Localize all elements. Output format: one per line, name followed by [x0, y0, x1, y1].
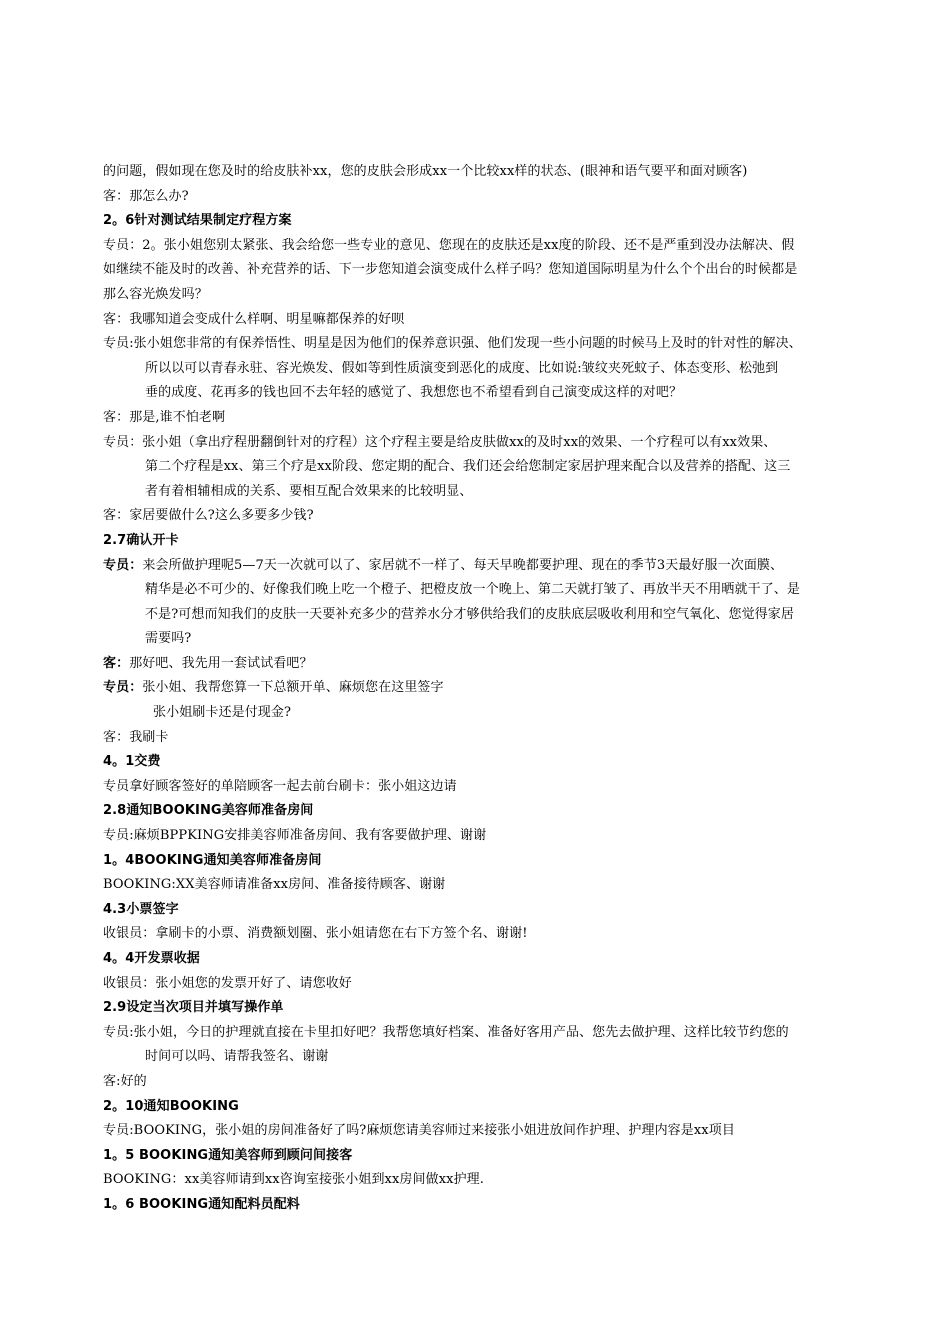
section-heading: 4。1交费	[103, 754, 161, 770]
paragraph-line: 者有着相辅相成的关系、要相互配合效果来的比较明显、	[145, 483, 473, 499]
dialogue-line: 专员：2。张小姐您别太紧张、我会给您一些专业的意见、您现在的皮肤还是xx度的阶段、还不是严重到没办法解决、假	[103, 237, 795, 253]
dialogue-line	[103, 676, 868, 701]
dialogue-line	[103, 554, 868, 579]
section-heading: 1。6 BOOKING通知配料员配料	[103, 1196, 300, 1212]
paragraph-line: 需要吗?	[145, 631, 192, 647]
dialogue-line: 客:好的	[103, 1073, 147, 1089]
paragraph-line: 的问题，假如现在您及时的给皮肤补xx，您的皮肤会形成xx一个比较xx样的状态、(眼神和语气要平和面对顾客)	[103, 164, 748, 179]
paragraph-line: 精华是必不可少的、好像我们晚上吃一个橙子、把橙皮放一个晚上、第二天就打皱了、再放半天不用晒就干了、是	[145, 582, 801, 598]
speaker-label: 客：	[103, 655, 130, 671]
dialogue-line: 专员:BOOKING，张小姐的房间准备好了吗?麻烦您请美容师过来接张小姐进放间作护理、护理内容是xx项目	[103, 1123, 735, 1139]
paragraph-line: 所以以可以青春永驻、容光焕发、假如等到性质演变到恶化的成度、比如说:皱纹夹死蚊子、体态变形、松弛到	[145, 360, 779, 376]
dialogue-line: 客：那怎么办?	[103, 188, 189, 204]
dialogue-line: 专员：张小姐（拿出疗程册翻倒针对的疗程）这个疗程主要是给皮肤做xx的及时xx的效果、一个疗程可以有xx效果、	[103, 434, 777, 450]
dialogue-line: 客：那是,谁不怕老啊	[103, 409, 226, 425]
paragraph-line: 张小姐刷卡还是付现金?	[153, 705, 292, 721]
paragraph-line: 那么容光焕发吗？	[103, 286, 208, 302]
section-heading: 2.9设定当次项目并填写操作单	[103, 1000, 284, 1016]
section-heading: 1。5 BOOKING通知美容师到顾问间接客	[103, 1147, 353, 1163]
section-heading: 1。4BOOKING通知美容师准备房间	[103, 852, 322, 868]
paragraph-line: 不是?可想而知我们的皮肤一天要补充多少的营养水分才够供给我们的皮肤底层吸收利用和空气氧化、您觉得家居	[145, 606, 794, 622]
paragraph-line: 时间可以吗、请帮我签名、谢谢	[145, 1049, 329, 1065]
dialogue-text: 来会所做护理呢5—7天一次就可以了、家居就不一样了、每天早晚都要护理、现在的季节3天最好服一次面膜、	[142, 557, 784, 573]
dialogue-line: BOOKING：xx美容师请到xx咨询室接张小姐到xx房间做xx护理.	[103, 1172, 485, 1188]
section-heading: 2。10通知BOOKING	[103, 1098, 239, 1114]
speaker-label: 专员：	[103, 557, 143, 573]
dialogue-line: 专员:张小姐您非常的有保养悟性、明星是因为他们的保养意识强、他们发现一些小问题的时候马上及时的针对性的解决、	[103, 336, 802, 352]
section-heading: 2.7确认开卡	[103, 532, 179, 548]
dialogue-line: 客：我哪知道会变成什么样啊、明星嘛都保养的好呗	[103, 311, 405, 327]
section-heading: 4.3小票签字	[103, 901, 179, 917]
dialogue-text: 那好吧、我先用一套试试看吧？	[129, 655, 313, 671]
paragraph-line: 第二个疗程是xx、第三个疗是xx阶段、您定期的配合、我们还会给您制定家居护理来配合以及营养的搭配、这三	[145, 459, 791, 475]
paragraph-line: 如继续不能及时的改善、补充营养的话、下一步您知道会演变成什么样子吗？您知道国际明星为什么个个出台的时候都是	[103, 262, 798, 278]
paragraph-line: 垂的成度、花再多的钱也回不去年轻的感觉了、我想您也不希望看到自己演变成这样的对吧？	[145, 385, 683, 401]
paragraph-line: 专员拿好顾客签好的单陪顾客一起去前台刷卡：张小姐这边请	[103, 778, 457, 794]
dialogue-line: 收银员：拿刷卡的小票、消费额划圈、张小姐请您在右下方签个名、谢谢!	[103, 926, 528, 942]
section-heading: 2.8通知BOOKING美容师准备房间	[103, 803, 314, 819]
document-body	[103, 160, 868, 1218]
dialogue-text: 张小姐、我帮您算一下总额开单、麻烦您在这里签字	[142, 680, 444, 696]
section-heading: 2。6针对测试结果制定疗程方案	[103, 213, 292, 229]
dialogue-line: 专员:张小姐，今日的护理就直接在卡里扣好吧？我帮您填好档案、准备好客用产品、您先去做护理、这样比较节约您的	[103, 1024, 789, 1040]
dialogue-line: 专员:麻烦BPPKING安排美容师准备房间、我有客要做护理、谢谢	[103, 828, 487, 844]
dialogue-line	[103, 652, 868, 677]
section-heading: 4。4开发票收据	[103, 951, 200, 966]
dialogue-line: BOOKING:XX美容师请准备xx房间、准备接待顾客、谢谢	[103, 877, 446, 893]
dialogue-line: 客：家居要做什么?这么多要多少钱?	[103, 508, 314, 524]
dialogue-line: 收银员：张小姐您的发票开好了、请您收好	[103, 975, 352, 991]
dialogue-line: 客：我刷卡	[103, 729, 169, 745]
speaker-label: 专员：	[103, 680, 143, 696]
